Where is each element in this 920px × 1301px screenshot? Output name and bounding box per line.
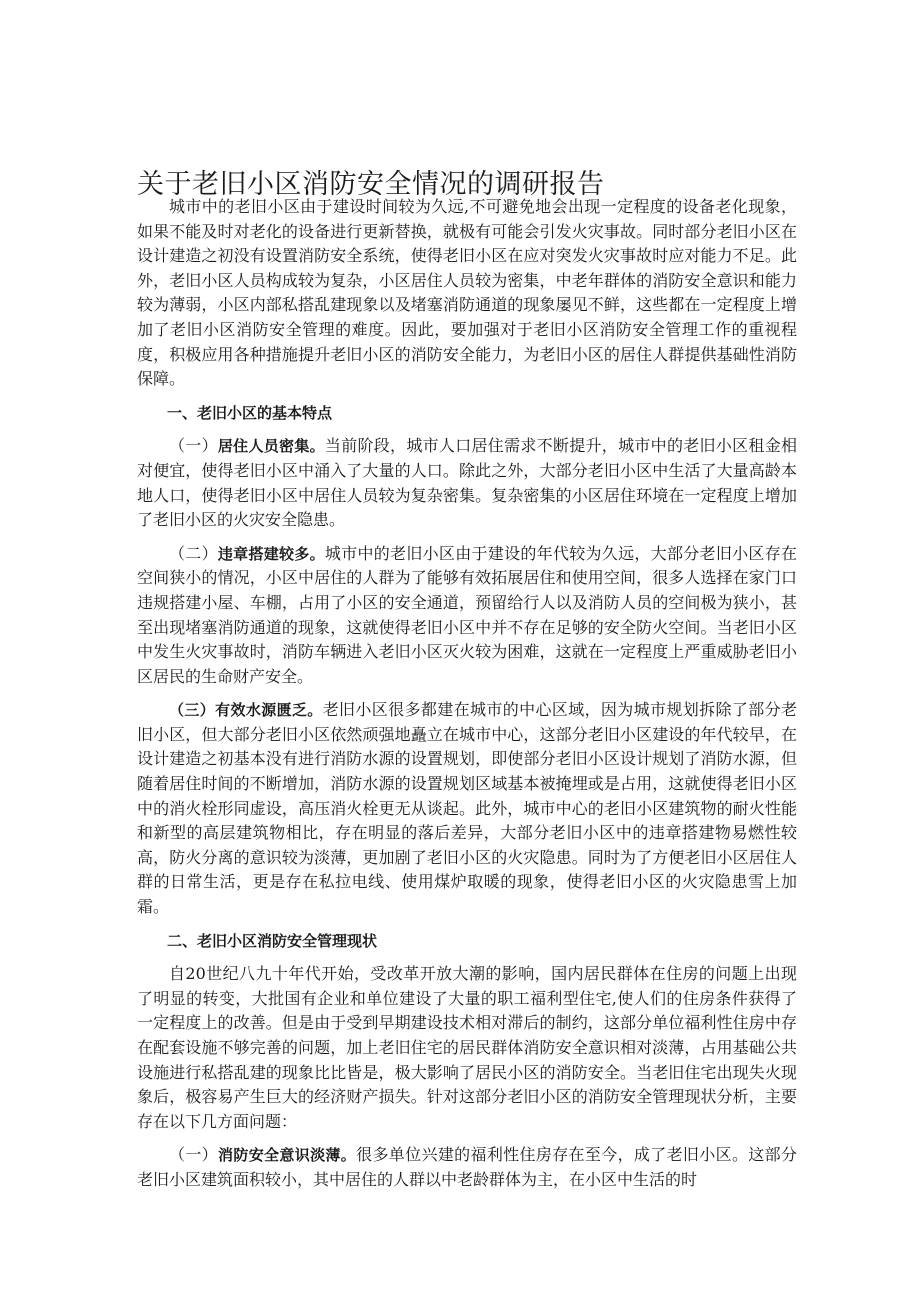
subsection-1-paragraph [137,434,797,532]
subsection-2-text: 城市中的老旧小区由于建设的年代较为久远，大部分老旧小区存在空间狭小的情况，小区中居住的人群为了能够有效拓展居住和使用空间，很多人选择在家门口违规搭建小屋、车棚，占用了小区的安全通道，预留给行人以及消防人员的空间极为狭小，甚至出现堵塞消防通道的现象，这就使得老旧小区中并不存在足够的安全防火空间。当老旧小区中发生火灾事故时，消防车辆进入老旧小区灭火较为困难，这就在一定程度上严重威胁老旧小区居民的生命财产安全。 [137,543,797,686]
subsection-4-text: 很多单位兴建的福利性住房存在至今，成了老旧小区。这部分老旧小区建筑面积较小，其中居住的人群以中老龄群体为主，在小区中生活的时 [137,1145,797,1189]
subsection-1-heading: 居住人员密集。 [217,437,325,456]
section-2-intro-paragraph: 自20世纪八九十年代开始，受改革开放大潮的影响，国内居民群体在住房的问题上出现了明显的转变，大批国有企业和单位建设了大量的职工福利型住宅,使人们的住房条件获得了一定程度上的改善。但是由于受到早期建设技术相对滞后的制约，这部分单位福利性住房中存在配套设施不够完善的问题，加上老旧住宅的居民群体消防安全意识相对淡薄，占用基础公共设施进行私搭乱建的现象比比皆是，极大影响了居民小区的消防安全。当老旧住宅出现失火现象后，极容易产生巨大的经济财产损失。针对这部分老旧小区的消防安全管理现状分析，主要存在以下几方面问题： [137,964,797,1131]
subsection-4-paragraph [137,1143,797,1192]
subsection-1-prefix: （一） [169,436,218,456]
subsection-1-text: 当前阶段，城市人口居住需求不断提升，城市中的老旧小区租金相对便宜，使得老旧小区中涌入了大量的人口。除此之外，大部分老旧小区中生活了大量高龄本地人口，使得老旧小区中居住人员较为复杂密集。复杂密集的小区居住环境在一定程度上增加了老旧小区的火灾安全隐患。 [137,436,797,530]
intro-paragraph: 城市中的老旧小区由于建设时间较为久远,不可避免地会出现一定程度的设备老化现象，如果不能及时对老化的设备进行更新替换，就极有可能会引发火灾事故。同时部分老旧小区在设计建造之初没有设置消防安全系统，使得老旧小区在应对突发火灾事故时应对能力不足。此外，老旧小区人员构成较为复杂，小区居住人员较为密集，中老年群体的消防安全意识和能力较为薄弱，小区内部私搭乱建现象以及堵塞消防通道的现象屡见不鲜，这些都在一定程度上增加了老旧小区消防安全管理的难度。因此，要加强对于老旧小区消防安全管理工作的重视程度，积极应用各种措施提升老旧小区的消防安全能力，为老旧小区的居住人群提供基础性消防保障。 [137,197,797,389]
subsection-2-paragraph [137,542,797,690]
section-heading-1: 一、老旧小区的基本特点 [167,403,333,422]
subsection-4-prefix: （一） [169,1145,219,1165]
section-heading-2: 二、老旧小区消防安全管理现状 [167,931,378,950]
document-body [137,195,797,1202]
subsection-4-heading: 消防安全意识淡薄。 [218,1146,357,1165]
subsection-2-heading: 违章搭建较多。 [217,544,325,563]
subsection-2-prefix: （二） [169,543,218,563]
subsection-3-text: 老旧小区很多都建在城市的中心区域，因为城市规划拆除了部分老旧小区，但大部分老旧小区依然顽强地矗立在城市中心，这部分老旧小区建设的年代较早，在设计建造之初基本没有进行消防水源的设置规划，即使部分老旧小区设计规划了消防水源，但随着居住时间的不断增加，消防水源的设置规划区域基本被掩埋或是占用，这就使得老旧小区中的消火栓形同虚设，高压消火栓更无从谈起。此外，城市中心的老旧小区建筑物的耐火性能和新型的高层建筑物相比，存在明显的落后差异，大部分老旧小区中的违章搭建物易燃性较高，防火分离的意识较为淡薄，更加剧了老旧小区的火灾隐患。同时为了方便老旧小区居住人群的日常生活，更是存在私拉电线、使用煤炉取暖的现象，使得老旧小区的火灾隐患雪上加霜。 [137,700,797,917]
subsection-3-paragraph [137,698,797,919]
document-title: 关于老旧小区消防安全情况的调研报告 [137,169,605,201]
subsection-3-heading: （三）有效水源匮乏。 [169,701,323,720]
